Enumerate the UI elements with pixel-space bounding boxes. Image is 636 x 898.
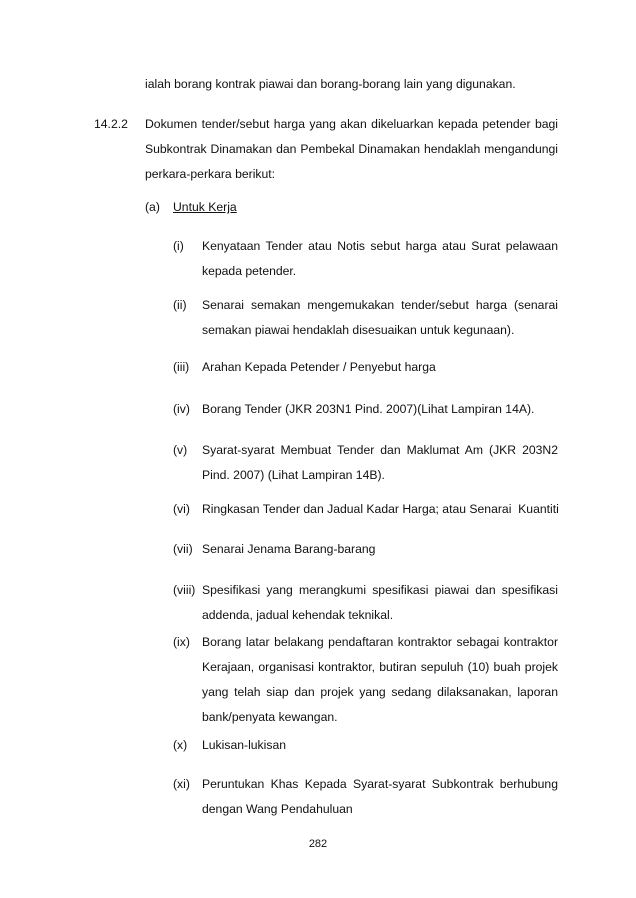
item-text: Spesifikasi yang merangkumi spesifikasi piawai dan spesifikasi addenda, jadual kehendak teknikal. [202, 583, 558, 622]
item-label: (iii) [173, 360, 190, 374]
item-text: Kenyataan Tender atau Notis sebut harga atau Surat pelawaan kepada petender. [202, 239, 558, 278]
section-paragraph: Dokumen tender/sebut harga yang akan dikeluarkan kepada petender bagi Subkontrak Dinamakan dan Pembekal Dinamakan hendaklah mengandungi perkara-perkara berikut: [145, 117, 558, 181]
item-label: (ix) [173, 635, 190, 649]
item-text: Syarat-syarat Membuat Tender dan Maklumat Am (JKR 203N2 Pind. 2007) (Lihat Lampiran 14B). [202, 443, 558, 482]
item-text: Senarai semakan mengemukakan tender/sebut harga (senarai semakan piawai hendaklah disesuaikan untuk kegunaan). [202, 298, 558, 337]
section-number: 14.2.2 [94, 117, 128, 131]
intro-paragraph: ialah borang kontrak piawai dan borang-borang lain yang digunakan. [145, 77, 516, 91]
item-label: (vii) [173, 542, 193, 556]
item-label: (i) [173, 239, 184, 253]
item-text: Borang Tender (JKR 203N1 Pind. 2007)(Lihat Lampiran 14A). [202, 402, 535, 416]
item-text: Peruntukan Khas Kepada Syarat-syarat Subkontrak berhubung dengan Wang Pendahuluan [202, 777, 558, 816]
item-label: (viii) [173, 583, 196, 597]
item-label: (iv) [173, 402, 190, 416]
item-text: Ringkasan Tender dan Jadual Kadar Harga; atau Senarai Kuantiti [202, 502, 559, 516]
item-label: (v) [173, 443, 188, 457]
sub-title: Untuk Kerja [173, 200, 237, 214]
item-text: Lukisan-lukisan [202, 738, 287, 752]
item-text: Borang latar belakang pendaftaran kontraktor sebagai kontraktor Kerajaan, organisasi kontraktor, butiran sepuluh (10) buah projek yang telah siap dan projek yang sedang dilaksanakan, laporan bank/penyata kewangan. [202, 635, 558, 724]
page-number: 282 [308, 838, 328, 850]
item-label: (ii) [173, 298, 187, 312]
item-text: Arahan Kepada Petender / Penyebut harga [202, 360, 436, 374]
item-label: (xi) [173, 777, 190, 791]
item-label: (vi) [173, 502, 190, 516]
sub-label: (a) [145, 200, 160, 214]
item-text: Senarai Jenama Barang-barang [202, 542, 376, 556]
item-label: (x) [173, 738, 188, 752]
